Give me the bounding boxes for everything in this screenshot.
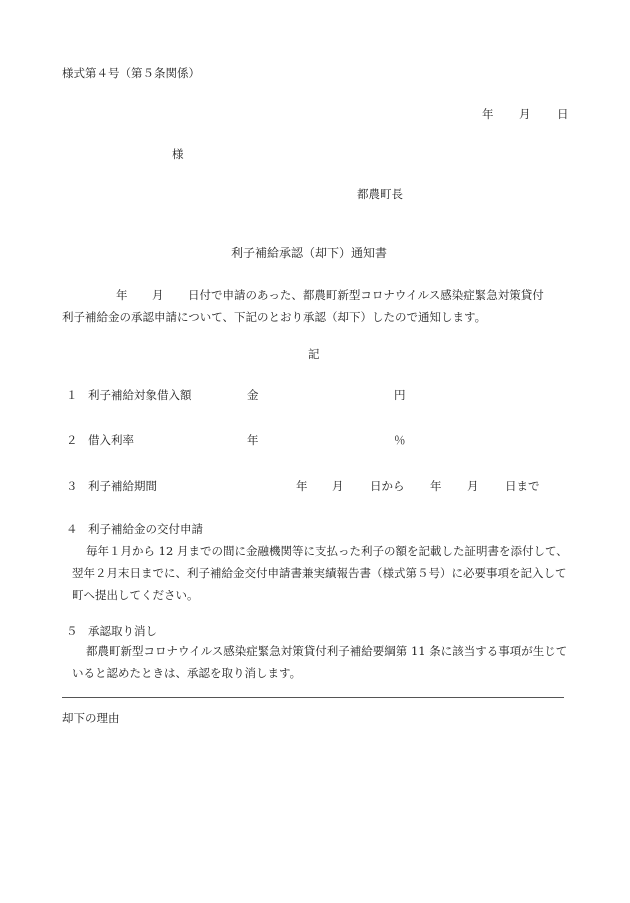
rate-prefix: 年 xyxy=(247,433,259,447)
item-label: 承認取り消し xyxy=(88,624,157,638)
divider-line xyxy=(62,697,564,698)
period-start-day: 日から xyxy=(370,479,405,493)
period-start-year: 年 xyxy=(296,479,308,493)
item-5-text: 都農町新型コロナウイルス感染症緊急対策貸付利子補給要綱第 11 条に該当する事項が生じていると認めたときは、承認を取り消します。 xyxy=(72,644,568,680)
item-number: ４ xyxy=(66,522,78,536)
item-label: 借入利率 xyxy=(88,433,134,447)
issuer: 都農町長 xyxy=(357,187,403,201)
period-end-day: 日まで xyxy=(505,479,540,493)
body-line-1: 日付で申請のあった、都農町新型コロナウイルス感染症緊急対策貸付 xyxy=(188,288,544,302)
period-start-month: 月 xyxy=(332,479,344,493)
item-number: ５ xyxy=(66,624,78,638)
document-title: 利子補給承認（却下）通知書 xyxy=(231,246,388,260)
item-number: ３ xyxy=(66,479,78,493)
date-month: 月 xyxy=(519,107,531,121)
body-month: 月 xyxy=(152,288,164,302)
item-4-text: 毎年１月から 12 月までの間に金融機関等に支払った利子の額を記載した証明書を添付して、翌年２月末日までに、利子補給金交付申請書兼実績報告書（様式第５号）に必要事項を記入して町へ提出してください。 xyxy=(72,544,568,602)
date-day: 日 xyxy=(557,107,569,121)
form-number: 様式第４号（第５条関係） xyxy=(62,66,200,80)
body-year: 年 xyxy=(116,288,128,302)
rate-unit: ％ xyxy=(394,433,406,447)
ki-heading: 記 xyxy=(308,347,320,361)
item-number: １ xyxy=(66,388,78,402)
amount-unit: 円 xyxy=(394,388,406,402)
body-line-2: 利子補給金の承認申請について、下記のとおり承認（却下）したので通知します。 xyxy=(62,310,487,324)
item-label: 利子補給期間 xyxy=(88,479,157,493)
addressee: 様 xyxy=(172,147,184,161)
period-end-month: 月 xyxy=(467,479,479,493)
item-label: 利子補給金の交付申請 xyxy=(88,522,203,536)
date-year: 年 xyxy=(482,107,494,121)
item-number: ２ xyxy=(66,433,78,447)
item-label: 利子補給対象借入額 xyxy=(88,388,192,402)
amount-prefix: 金 xyxy=(247,388,259,402)
rejection-reason-label: 却下の理由 xyxy=(62,711,120,725)
period-end-year: 年 xyxy=(430,479,442,493)
